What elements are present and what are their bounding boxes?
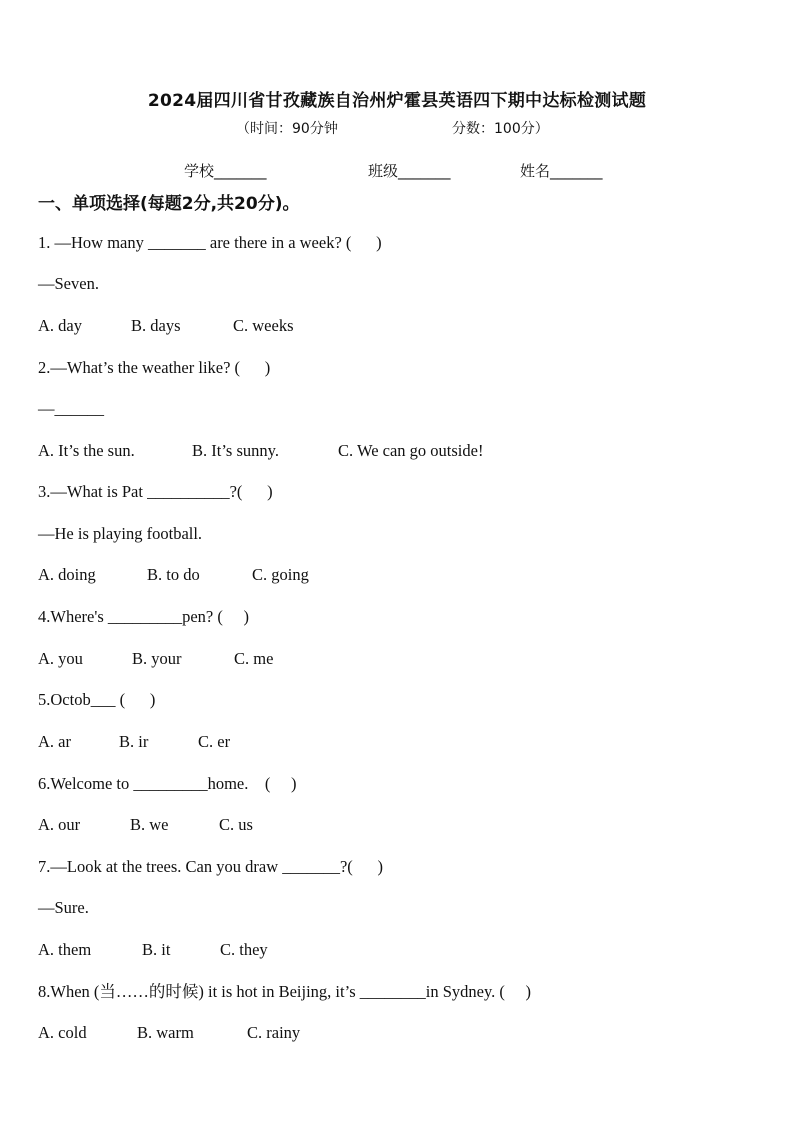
question-stem: 3.—What is Pat __________?( ) xyxy=(38,482,273,501)
option-c: C. us xyxy=(219,815,253,834)
option-b: B. it xyxy=(142,940,171,959)
question-stem: 2.—What’s the weather like? ( ) xyxy=(38,358,271,377)
option-c: C. rainy xyxy=(247,1023,301,1042)
page-title: 2024届四川省甘孜藏族自治州炉霍县英语四下期中达标检测试题 xyxy=(147,91,647,111)
question-reply: —______ xyxy=(38,399,104,418)
option-b: B. warm xyxy=(137,1023,194,1042)
exam-score: 分数：100分） xyxy=(452,121,549,137)
question-stem: 7.—Look at the trees. Can you draw _______?( ) xyxy=(38,857,384,876)
question-stem: 6.Welcome to _________home. ( ) xyxy=(38,774,297,793)
option-a: A. them xyxy=(38,940,92,959)
question-stem: 8.When (当……的时候) it is hot in Beijing, it’s ________in Sydney. ( ) xyxy=(38,982,531,1001)
name-field: 姓名_______ xyxy=(520,162,603,180)
options-row xyxy=(38,732,230,752)
question-stem: 1. —How many _______ are there in a week? ( ) xyxy=(38,233,382,252)
option-a: A. you xyxy=(38,649,83,668)
option-c: C. weeks xyxy=(233,316,294,335)
school-field: 学校_______ xyxy=(184,162,267,180)
question-stem: 5.Octob___ ( ) xyxy=(38,690,156,709)
option-b: B. It’s sunny. xyxy=(192,441,279,460)
options-row xyxy=(38,441,483,461)
option-a: A. ar xyxy=(38,732,71,751)
question-reply: —He is playing football. xyxy=(38,524,203,543)
option-b: B. days xyxy=(131,316,181,335)
option-a: A. our xyxy=(38,815,81,834)
option-c: C. me xyxy=(234,649,274,668)
option-c: C. er xyxy=(198,732,231,751)
options-row xyxy=(38,649,273,669)
option-a: A. day xyxy=(38,316,82,335)
options-row xyxy=(38,940,268,960)
section-heading: 一、单项选择(每题2分,共20分)。 xyxy=(38,194,300,214)
option-c: C. We can go outside! xyxy=(338,441,484,460)
options-row xyxy=(38,1023,300,1043)
question-stem: 4.Where's _________pen? ( ) xyxy=(38,607,249,626)
option-c: C. they xyxy=(220,940,268,959)
options-row xyxy=(38,565,309,585)
option-a: A. doing xyxy=(38,565,96,584)
option-b: B. we xyxy=(130,815,169,834)
options-row xyxy=(38,316,294,336)
option-b: B. your xyxy=(132,649,182,668)
question-reply: —Sure. xyxy=(38,898,89,917)
option-a: A. cold xyxy=(38,1023,87,1042)
option-b: B. ir xyxy=(119,732,149,751)
options-row xyxy=(38,815,253,835)
option-a: A. It’s the sun. xyxy=(38,441,135,460)
exam-time: （时间：90分钟 xyxy=(236,121,338,137)
option-b: B. to do xyxy=(147,565,200,584)
option-c: C. going xyxy=(252,565,309,584)
question-reply: —Seven. xyxy=(38,274,99,293)
class-field: 班级_______ xyxy=(368,162,451,180)
